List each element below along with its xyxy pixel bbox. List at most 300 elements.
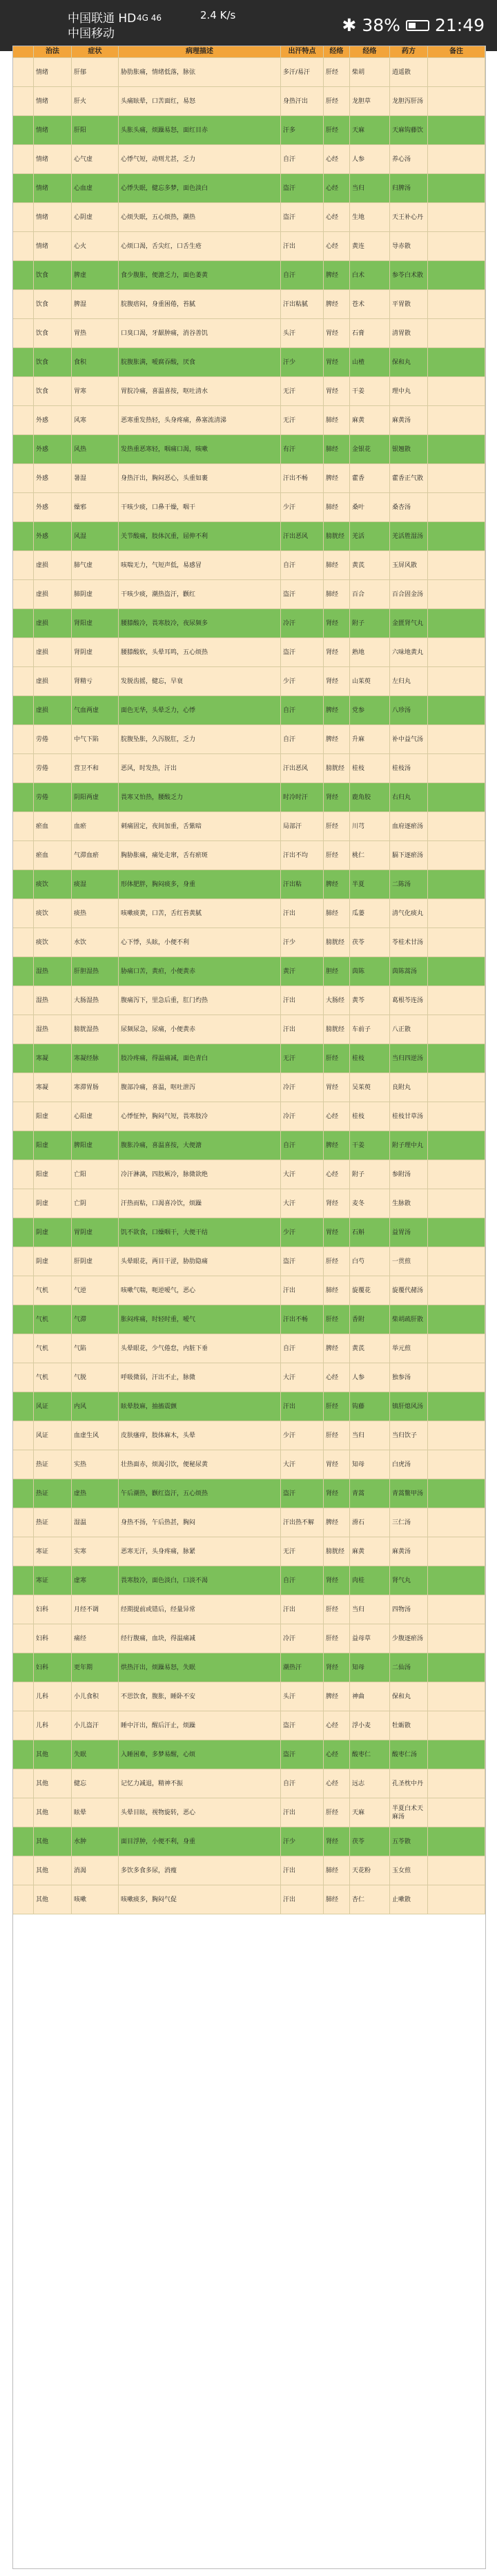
treatment-cell[interactable]: 情绪 xyxy=(34,174,72,202)
herb-cell[interactable]: 桃仁 xyxy=(350,841,390,869)
notes-cell[interactable] xyxy=(428,1334,485,1363)
notes-cell[interactable] xyxy=(428,754,485,782)
sweat-cell[interactable]: 汗出粘腻 xyxy=(281,290,324,318)
header-pathology[interactable]: 病理描述 xyxy=(119,46,281,57)
notes-cell[interactable] xyxy=(428,1160,485,1189)
sweat-cell[interactable]: 少汗 xyxy=(281,493,324,521)
row-index-cell[interactable] xyxy=(13,319,34,347)
formula-cell[interactable]: 止嗽散 xyxy=(390,1885,428,1914)
formula-cell[interactable]: 清气化痰丸 xyxy=(390,899,428,927)
herb-cell[interactable]: 升麻 xyxy=(350,725,390,753)
table-row[interactable] xyxy=(13,1798,485,1827)
herb-cell[interactable]: 神曲 xyxy=(350,1682,390,1711)
sweat-cell[interactable]: 汗出 xyxy=(281,1798,324,1827)
notes-cell[interactable] xyxy=(428,1479,485,1508)
herb-cell[interactable]: 瓜蒌 xyxy=(350,899,390,927)
pathology-cell[interactable]: 脘腹胀满，嗳腐吞酸，厌食 xyxy=(119,348,281,376)
treatment-cell[interactable]: 妇科 xyxy=(34,1653,72,1682)
row-index-cell[interactable] xyxy=(13,1421,34,1450)
formula-cell[interactable]: 二陈汤 xyxy=(390,870,428,898)
herb-cell[interactable]: 酸枣仁 xyxy=(350,1740,390,1769)
treatment-cell[interactable]: 饮食 xyxy=(34,290,72,318)
symptom-cell[interactable]: 风寒 xyxy=(72,406,119,434)
treatment-cell[interactable]: 寒凝 xyxy=(34,1073,72,1102)
sweat-cell[interactable]: 冷汗 xyxy=(281,1073,324,1102)
pathology-cell[interactable]: 肢冷疼痛，得温痛减，面色青白 xyxy=(119,1044,281,1073)
herb-cell[interactable]: 黄芪 xyxy=(350,551,390,579)
row-index-cell[interactable] xyxy=(13,899,34,927)
sweat-cell[interactable]: 黄汗 xyxy=(281,957,324,986)
treatment-cell[interactable]: 情绪 xyxy=(34,145,72,173)
symptom-cell[interactable]: 中气下陷 xyxy=(72,725,119,753)
symptom-cell[interactable]: 心火 xyxy=(72,232,119,260)
row-index-cell[interactable] xyxy=(13,667,34,695)
meridian-cell[interactable]: 脾经 xyxy=(324,870,350,898)
symptom-cell[interactable]: 脾虚 xyxy=(72,261,119,289)
treatment-cell[interactable]: 痰饮 xyxy=(34,899,72,927)
row-index-cell[interactable] xyxy=(13,1740,34,1769)
herb-cell[interactable]: 黄芩 xyxy=(350,986,390,1015)
header-notes[interactable]: 备注 xyxy=(428,46,485,57)
table-row[interactable] xyxy=(13,1334,485,1363)
meridian-cell[interactable]: 胃经 xyxy=(324,348,350,376)
row-index-cell[interactable] xyxy=(13,580,34,608)
notes-cell[interactable] xyxy=(428,1595,485,1624)
herb-cell[interactable]: 知母 xyxy=(350,1450,390,1479)
pathology-cell[interactable]: 午后潮热，颧红盗汗，五心烦热 xyxy=(119,1479,281,1508)
formula-cell[interactable]: 牡蛎散 xyxy=(390,1711,428,1740)
treatment-cell[interactable]: 气机 xyxy=(34,1334,72,1363)
meridian-cell[interactable]: 心经 xyxy=(324,174,350,202)
meridian-cell[interactable]: 肺经 xyxy=(324,406,350,434)
herb-cell[interactable]: 浮小麦 xyxy=(350,1711,390,1740)
symptom-cell[interactable]: 月经不调 xyxy=(72,1595,119,1624)
table-row[interactable] xyxy=(13,812,485,841)
sweat-cell[interactable]: 汗出不畅 xyxy=(281,1305,324,1334)
meridian-cell[interactable]: 膀胱经 xyxy=(324,928,350,957)
treatment-cell[interactable]: 阴虚 xyxy=(34,1189,72,1218)
herb-cell[interactable]: 麻黄 xyxy=(350,406,390,434)
meridian-cell[interactable]: 肝经 xyxy=(324,87,350,115)
formula-cell[interactable]: 举元煎 xyxy=(390,1334,428,1363)
pathology-cell[interactable]: 咳嗽气喘，呃逆嗳气，恶心 xyxy=(119,1276,281,1305)
pathology-cell[interactable]: 咳喘无力，气短声低，易感冒 xyxy=(119,551,281,579)
treatment-cell[interactable]: 热证 xyxy=(34,1508,72,1537)
symptom-cell[interactable]: 气滞 xyxy=(72,1305,119,1334)
formula-cell[interactable]: 当归饮子 xyxy=(390,1421,428,1450)
row-index-cell[interactable] xyxy=(13,783,34,811)
sweat-cell[interactable]: 盗汗 xyxy=(281,1711,324,1740)
sweat-cell[interactable]: 自汗 xyxy=(281,1566,324,1595)
pathology-cell[interactable]: 睡中汗出，醒后汗止，烦躁 xyxy=(119,1711,281,1740)
herb-cell[interactable]: 黄连 xyxy=(350,232,390,260)
symptom-cell[interactable]: 暑湿 xyxy=(72,464,119,492)
sweat-cell[interactable]: 大汗 xyxy=(281,1450,324,1479)
pathology-cell[interactable]: 畏寒肢冷，面色淡白，口淡不渴 xyxy=(119,1566,281,1595)
table-row[interactable] xyxy=(13,58,485,87)
pathology-cell[interactable]: 恶寒重发热轻，头身疼痛，鼻塞流清涕 xyxy=(119,406,281,434)
meridian-cell[interactable]: 心经 xyxy=(324,232,350,260)
meridian-cell[interactable]: 胃经 xyxy=(324,1450,350,1479)
spreadsheet[interactable] xyxy=(12,46,486,2569)
table-row[interactable] xyxy=(13,1160,485,1189)
sweat-cell[interactable]: 盗汗 xyxy=(281,1247,324,1276)
row-index-cell[interactable] xyxy=(13,1479,34,1508)
treatment-cell[interactable]: 风证 xyxy=(34,1392,72,1421)
pathology-cell[interactable]: 呼吸微弱，汗出不止，脉微 xyxy=(119,1363,281,1392)
table-row[interactable] xyxy=(13,1131,485,1160)
herb-cell[interactable]: 熟地 xyxy=(350,638,390,666)
row-index-cell[interactable] xyxy=(13,1856,34,1885)
formula-cell[interactable]: 理中丸 xyxy=(390,377,428,405)
herb-cell[interactable]: 钩藤 xyxy=(350,1392,390,1421)
herb-cell[interactable]: 柴胡 xyxy=(350,58,390,86)
symptom-cell[interactable]: 大肠湿热 xyxy=(72,986,119,1015)
pathology-cell[interactable]: 腰膝酸软，头晕耳鸣，五心烦热 xyxy=(119,638,281,666)
notes-cell[interactable] xyxy=(428,1450,485,1479)
sweat-cell[interactable]: 局部汗 xyxy=(281,812,324,840)
formula-cell[interactable]: 一贯煎 xyxy=(390,1247,428,1276)
row-index-cell[interactable] xyxy=(13,493,34,521)
meridian-cell[interactable]: 肺经 xyxy=(324,1885,350,1914)
formula-cell[interactable]: 麻黄汤 xyxy=(390,406,428,434)
sweat-cell[interactable]: 大汗 xyxy=(281,1160,324,1189)
formula-cell[interactable]: 良附丸 xyxy=(390,1073,428,1102)
herb-cell[interactable]: 生地 xyxy=(350,203,390,231)
meridian-cell[interactable]: 脾经 xyxy=(324,1131,350,1160)
herb-cell[interactable]: 山楂 xyxy=(350,348,390,376)
symptom-cell[interactable]: 肝郁 xyxy=(72,58,119,86)
herb-cell[interactable]: 干姜 xyxy=(350,1131,390,1160)
symptom-cell[interactable]: 心气虚 xyxy=(72,145,119,173)
formula-cell[interactable]: 玉屏风散 xyxy=(390,551,428,579)
header-treatment[interactable]: 治法 xyxy=(34,46,72,57)
row-index-cell[interactable] xyxy=(13,638,34,666)
meridian-cell[interactable]: 肾经 xyxy=(324,638,350,666)
table-row[interactable] xyxy=(13,1537,485,1566)
herb-cell[interactable]: 藿香 xyxy=(350,464,390,492)
treatment-cell[interactable]: 妇科 xyxy=(34,1624,72,1653)
herb-cell[interactable]: 滑石 xyxy=(350,1508,390,1537)
sweat-cell[interactable]: 时冷时汗 xyxy=(281,783,324,811)
treatment-cell[interactable]: 外感 xyxy=(34,435,72,463)
meridian-cell[interactable]: 大肠经 xyxy=(324,986,350,1015)
meridian-cell[interactable]: 膀胱经 xyxy=(324,1015,350,1044)
formula-cell[interactable]: 归脾汤 xyxy=(390,174,428,202)
pathology-cell[interactable]: 皮肤瘙痒，肢体麻木，头晕 xyxy=(119,1421,281,1450)
row-index-cell[interactable] xyxy=(13,1305,34,1334)
sweat-cell[interactable]: 汗出恶风 xyxy=(281,754,324,782)
meridian-cell[interactable]: 肾经 xyxy=(324,1566,350,1595)
meridian-cell[interactable]: 脾经 xyxy=(324,261,350,289)
notes-cell[interactable] xyxy=(428,232,485,260)
treatment-cell[interactable]: 妇科 xyxy=(34,1595,72,1624)
table-row[interactable] xyxy=(13,174,485,203)
row-index-cell[interactable] xyxy=(13,841,34,869)
treatment-cell[interactable]: 劳倦 xyxy=(34,783,72,811)
table-row[interactable] xyxy=(13,1566,485,1595)
table-row[interactable] xyxy=(13,841,485,870)
notes-cell[interactable] xyxy=(428,116,485,144)
meridian-cell[interactable]: 肺经 xyxy=(324,551,350,579)
sweat-cell[interactable]: 头汗 xyxy=(281,319,324,347)
herb-cell[interactable]: 知母 xyxy=(350,1653,390,1682)
herb-cell[interactable]: 附子 xyxy=(350,609,390,637)
treatment-cell[interactable]: 风证 xyxy=(34,1421,72,1450)
symptom-cell[interactable]: 气逆 xyxy=(72,1276,119,1305)
meridian-cell[interactable]: 肝经 xyxy=(324,58,350,86)
row-index-cell[interactable] xyxy=(13,1392,34,1421)
table-row[interactable] xyxy=(13,87,485,116)
row-index-cell[interactable] xyxy=(13,1682,34,1711)
symptom-cell[interactable]: 肝阳 xyxy=(72,116,119,144)
sweat-cell[interactable]: 盗汗 xyxy=(281,638,324,666)
notes-cell[interactable] xyxy=(428,522,485,550)
pathology-cell[interactable]: 入睡困难，多梦易醒，心烦 xyxy=(119,1740,281,1769)
notes-cell[interactable] xyxy=(428,203,485,231)
meridian-cell[interactable]: 肝经 xyxy=(324,1305,350,1334)
header-symptom[interactable]: 症状 xyxy=(72,46,119,57)
symptom-cell[interactable]: 实寒 xyxy=(72,1537,119,1566)
formula-cell[interactable]: 生脉散 xyxy=(390,1189,428,1218)
meridian-cell[interactable]: 肝经 xyxy=(324,1421,350,1450)
notes-cell[interactable] xyxy=(428,464,485,492)
table-row[interactable] xyxy=(13,1392,485,1421)
treatment-cell[interactable]: 寒凝 xyxy=(34,1044,72,1073)
sweat-cell[interactable]: 汗出 xyxy=(281,986,324,1015)
treatment-cell[interactable]: 阳虚 xyxy=(34,1102,72,1131)
formula-cell[interactable]: 天王补心丹 xyxy=(390,203,428,231)
table-row[interactable] xyxy=(13,1015,485,1044)
header-formula[interactable]: 药方 xyxy=(390,46,428,57)
row-index-cell[interactable] xyxy=(13,812,34,840)
pathology-cell[interactable]: 面色无华，头晕乏力，心悸 xyxy=(119,696,281,724)
symptom-cell[interactable]: 健忘 xyxy=(72,1769,119,1798)
treatment-cell[interactable]: 气机 xyxy=(34,1363,72,1392)
row-index-cell[interactable] xyxy=(13,261,34,289)
formula-cell[interactable]: 五苓散 xyxy=(390,1827,428,1856)
notes-cell[interactable] xyxy=(428,928,485,957)
meridian-cell[interactable]: 肾经 xyxy=(324,1827,350,1856)
sweat-cell[interactable]: 盗汗 xyxy=(281,174,324,202)
treatment-cell[interactable]: 其他 xyxy=(34,1769,72,1798)
formula-cell[interactable]: 三仁汤 xyxy=(390,1508,428,1537)
sweat-cell[interactable]: 冷汗 xyxy=(281,609,324,637)
sweat-cell[interactable]: 汗出粘 xyxy=(281,870,324,898)
table-row[interactable] xyxy=(13,986,485,1015)
sweat-cell[interactable]: 汗出 xyxy=(281,1015,324,1044)
formula-cell[interactable]: 柴胡疏肝散 xyxy=(390,1305,428,1334)
sweat-cell[interactable]: 盗汗 xyxy=(281,1479,324,1508)
meridian-cell[interactable]: 肝经 xyxy=(324,1247,350,1276)
table-row[interactable] xyxy=(13,1102,485,1131)
formula-cell[interactable]: 六味地黄丸 xyxy=(390,638,428,666)
pathology-cell[interactable]: 头晕目眩，视物旋转，恶心 xyxy=(119,1798,281,1827)
symptom-cell[interactable]: 消渴 xyxy=(72,1856,119,1885)
sweat-cell[interactable]: 自汗 xyxy=(281,261,324,289)
notes-cell[interactable] xyxy=(428,551,485,579)
formula-cell[interactable]: 酸枣仁汤 xyxy=(390,1740,428,1769)
formula-cell[interactable]: 茵陈蒿汤 xyxy=(390,957,428,986)
symptom-cell[interactable]: 肾精亏 xyxy=(72,667,119,695)
herb-cell[interactable]: 人参 xyxy=(350,1363,390,1392)
herb-cell[interactable]: 桂枝 xyxy=(350,1044,390,1073)
row-index-cell[interactable] xyxy=(13,1711,34,1740)
table-row[interactable] xyxy=(13,116,485,145)
sweat-cell[interactable]: 大汗 xyxy=(281,1189,324,1218)
pathology-cell[interactable]: 胃脘冷痛，喜温喜按，呕吐清水 xyxy=(119,377,281,405)
row-index-cell[interactable] xyxy=(13,1566,34,1595)
meridian-cell[interactable]: 肝经 xyxy=(324,1798,350,1827)
notes-cell[interactable] xyxy=(428,406,485,434)
meridian-cell[interactable]: 脾经 xyxy=(324,464,350,492)
treatment-cell[interactable]: 其他 xyxy=(34,1827,72,1856)
meridian-cell[interactable]: 脾经 xyxy=(324,1682,350,1711)
meridian-cell[interactable]: 肺经 xyxy=(324,899,350,927)
table-row[interactable] xyxy=(13,899,485,928)
formula-cell[interactable]: 葛根芩连汤 xyxy=(390,986,428,1015)
meridian-cell[interactable]: 心经 xyxy=(324,1363,350,1392)
row-index-cell[interactable] xyxy=(13,986,34,1015)
notes-cell[interactable] xyxy=(428,1885,485,1914)
notes-cell[interactable] xyxy=(428,1044,485,1073)
sweat-cell[interactable]: 有汗 xyxy=(281,435,324,463)
treatment-cell[interactable]: 痰饮 xyxy=(34,928,72,957)
meridian-cell[interactable]: 胃经 xyxy=(324,1073,350,1102)
table-row[interactable] xyxy=(13,696,485,725)
notes-cell[interactable] xyxy=(428,1015,485,1044)
sweat-cell[interactable]: 汗出 xyxy=(281,899,324,927)
meridian-cell[interactable]: 脾经 xyxy=(324,1334,350,1363)
table-row[interactable] xyxy=(13,928,485,957)
treatment-cell[interactable]: 瘀血 xyxy=(34,812,72,840)
notes-cell[interactable] xyxy=(428,87,485,115)
pathology-cell[interactable]: 心烦失眠，五心烦热，潮热 xyxy=(119,203,281,231)
symptom-cell[interactable]: 亡阳 xyxy=(72,1160,119,1189)
herb-cell[interactable]: 麦冬 xyxy=(350,1189,390,1218)
pathology-cell[interactable]: 头晕眼花，少气倦怠，内脏下垂 xyxy=(119,1334,281,1363)
treatment-cell[interactable]: 其他 xyxy=(34,1740,72,1769)
sweat-cell[interactable]: 自汗 xyxy=(281,145,324,173)
pathology-cell[interactable]: 汗热而粘，口渴喜冷饮，烦躁 xyxy=(119,1189,281,1218)
symptom-cell[interactable]: 血瘀 xyxy=(72,812,119,840)
pathology-cell[interactable]: 冷汗淋漓，四肢厥冷，脉微欲绝 xyxy=(119,1160,281,1189)
pathology-cell[interactable]: 咳嗽痰黄，口苦，舌红苔黄腻 xyxy=(119,899,281,927)
treatment-cell[interactable]: 其他 xyxy=(34,1798,72,1827)
herb-cell[interactable]: 石斛 xyxy=(350,1218,390,1247)
pathology-cell[interactable]: 眩晕肢麻，抽搐震颤 xyxy=(119,1392,281,1421)
meridian-cell[interactable]: 脾经 xyxy=(324,290,350,318)
meridian-cell[interactable]: 肾经 xyxy=(324,1653,350,1682)
herb-cell[interactable]: 远志 xyxy=(350,1769,390,1798)
pathology-cell[interactable]: 腹胀冷痛，喜温喜按，大便溏 xyxy=(119,1131,281,1160)
herb-cell[interactable]: 桑叶 xyxy=(350,493,390,521)
table-row[interactable] xyxy=(13,1856,485,1885)
row-index-cell[interactable] xyxy=(13,754,34,782)
symptom-cell[interactable]: 虚热 xyxy=(72,1479,119,1508)
herb-cell[interactable]: 香附 xyxy=(350,1305,390,1334)
meridian-cell[interactable]: 脾经 xyxy=(324,696,350,724)
meridian-cell[interactable]: 胃经 xyxy=(324,1218,350,1247)
row-index-cell[interactable] xyxy=(13,406,34,434)
notes-cell[interactable] xyxy=(428,1392,485,1421)
sweat-cell[interactable]: 汗少 xyxy=(281,928,324,957)
formula-cell[interactable]: 保和丸 xyxy=(390,1682,428,1711)
symptom-cell[interactable]: 胃阴虚 xyxy=(72,1218,119,1247)
table-row[interactable] xyxy=(13,1218,485,1247)
symptom-cell[interactable]: 膀胱湿热 xyxy=(72,1015,119,1044)
formula-cell[interactable]: 逍遥散 xyxy=(390,58,428,86)
pathology-cell[interactable]: 胀闷疼痛，时轻时重，嗳气 xyxy=(119,1305,281,1334)
symptom-cell[interactable]: 更年期 xyxy=(72,1653,119,1682)
pathology-cell[interactable]: 关节酸痛，肢体沉重，屈伸不利 xyxy=(119,522,281,550)
table-row[interactable] xyxy=(13,1044,485,1073)
sweat-cell[interactable]: 无汗 xyxy=(281,406,324,434)
symptom-cell[interactable]: 内风 xyxy=(72,1392,119,1421)
row-index-cell[interactable] xyxy=(13,116,34,144)
symptom-cell[interactable]: 失眠 xyxy=(72,1740,119,1769)
symptom-cell[interactable]: 眩晕 xyxy=(72,1798,119,1827)
sweat-cell[interactable]: 汗出 xyxy=(281,1392,324,1421)
treatment-cell[interactable]: 虚损 xyxy=(34,580,72,608)
symptom-cell[interactable]: 风湿 xyxy=(72,522,119,550)
pathology-cell[interactable]: 头痛眩晕，口苦面红，易怒 xyxy=(119,87,281,115)
pathology-cell[interactable]: 心悸气短，动则尤甚，乏力 xyxy=(119,145,281,173)
treatment-cell[interactable]: 其他 xyxy=(34,1856,72,1885)
row-index-cell[interactable] xyxy=(13,1131,34,1160)
meridian-cell[interactable]: 心经 xyxy=(324,203,350,231)
symptom-cell[interactable]: 血虚生风 xyxy=(72,1421,119,1450)
herb-cell[interactable]: 干姜 xyxy=(350,377,390,405)
treatment-cell[interactable]: 情绪 xyxy=(34,203,72,231)
symptom-cell[interactable]: 亡阴 xyxy=(72,1189,119,1218)
treatment-cell[interactable]: 外感 xyxy=(34,464,72,492)
meridian-cell[interactable]: 心经 xyxy=(324,145,350,173)
meridian-cell[interactable]: 脾经 xyxy=(324,1508,350,1537)
treatment-cell[interactable]: 情绪 xyxy=(34,232,72,260)
herb-cell[interactable]: 党参 xyxy=(350,696,390,724)
notes-cell[interactable] xyxy=(428,319,485,347)
meridian-cell[interactable]: 心经 xyxy=(324,1160,350,1189)
table-row[interactable] xyxy=(13,1305,485,1334)
herb-cell[interactable]: 天麻 xyxy=(350,1798,390,1827)
notes-cell[interactable] xyxy=(428,1537,485,1566)
treatment-cell[interactable]: 劳倦 xyxy=(34,725,72,753)
symptom-cell[interactable]: 气血两虚 xyxy=(72,696,119,724)
formula-cell[interactable]: 八珍汤 xyxy=(390,696,428,724)
formula-cell[interactable]: 右归丸 xyxy=(390,783,428,811)
row-index-cell[interactable] xyxy=(13,1450,34,1479)
table-row[interactable] xyxy=(13,1827,485,1856)
pathology-cell[interactable]: 心悸失眠，健忘多梦，面色淡白 xyxy=(119,174,281,202)
symptom-cell[interactable]: 咳嗽 xyxy=(72,1885,119,1914)
treatment-cell[interactable]: 虚损 xyxy=(34,696,72,724)
formula-cell[interactable]: 羌活胜湿汤 xyxy=(390,522,428,550)
table-row[interactable] xyxy=(13,638,485,667)
row-index-cell[interactable] xyxy=(13,1276,34,1305)
symptom-cell[interactable]: 寒凝经脉 xyxy=(72,1044,119,1073)
formula-cell[interactable]: 桑杏汤 xyxy=(390,493,428,521)
notes-cell[interactable] xyxy=(428,1508,485,1537)
row-index-cell[interactable] xyxy=(13,1827,34,1856)
notes-cell[interactable] xyxy=(428,1131,485,1160)
table-row[interactable] xyxy=(13,203,485,232)
sweat-cell[interactable]: 自汗 xyxy=(281,1131,324,1160)
sweat-cell[interactable]: 盗汗 xyxy=(281,1740,324,1769)
notes-cell[interactable] xyxy=(428,667,485,695)
herb-cell[interactable]: 茯苓 xyxy=(350,1827,390,1856)
row-index-cell[interactable] xyxy=(13,928,34,957)
